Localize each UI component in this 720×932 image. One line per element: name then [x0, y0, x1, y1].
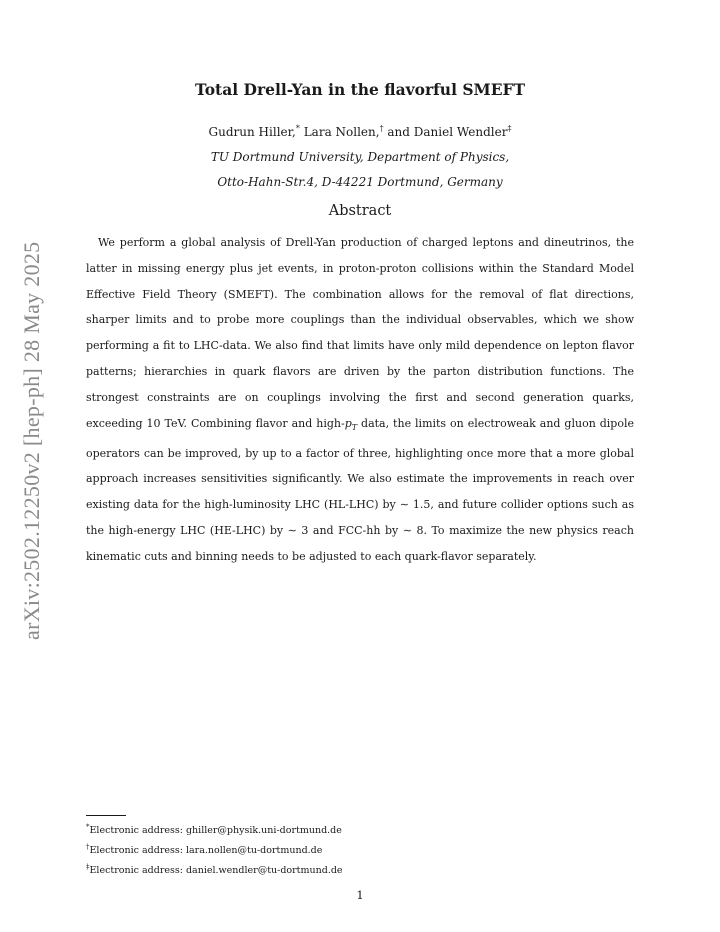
footnote-text: Electronic address: daniel.wendler@tu-dortmund.de: [89, 865, 343, 877]
author-name: and Daniel Wendler: [387, 125, 508, 139]
footnote-item: [86, 859, 646, 879]
author-list: [0, 124, 720, 139]
author-footnote-mark: *: [295, 124, 300, 133]
arxiv-identifier-stamp: arXiv:2502.12250v2 [hep-ph] 28 May 2025: [19, 241, 44, 640]
pt-symbol: p: [344, 416, 352, 430]
footnote-mark: †: [86, 843, 90, 852]
footnote-divider: [86, 815, 126, 816]
footnote-text: Electronic address: lara.nollen@tu-dortmund.de: [89, 845, 323, 857]
footnote-mark: *: [86, 823, 90, 831]
footnote-text: Electronic address: ghiller@physik.uni-dortmund.de: [89, 825, 342, 837]
abstract-text-part: data, the limits on electroweak and gluon dipole operators can be improved, by up to a factor of three, highlighting once more that a more global approach increases sensitivities significantly. We also estimate the improvements in reach over existing data for the high-luminosity LHC (HL-LHC) by ∼ 1.5, and future collider options such as the high-energy LHC (HE-LHC) by ∼ 3 and FCC-hh by ∼ 8. To maximize the new physics reach kinematic cuts and binning needs to be adjusted to each quark-flavor separately.: [86, 416, 634, 563]
author-footnote-mark: †: [379, 124, 384, 133]
pt-subscript: T: [351, 422, 358, 432]
footnote-mark: ‡: [86, 863, 90, 872]
footnote-list: [86, 819, 646, 879]
affiliation-line: TU Dortmund University, Department of Physics,: [210, 150, 510, 164]
page-number: 1: [356, 888, 364, 902]
paper-title: Total Drell-Yan in the flavorful SMEFT: [194, 80, 526, 99]
footnote-item: [86, 819, 646, 839]
author-name: Gudrun Hiller,: [208, 125, 296, 139]
abstract-heading: Abstract: [328, 203, 392, 219]
footnote-item: [86, 839, 646, 859]
abstract-text-part: We perform a global analysis of Drell-Yan production of charged leptons and dineutrinos, the latter in missing energy plus jet events, in proton-proton collisions within the Standard Model Effective Field Theory (SMEFT). The combination allows for the removal of flat directions, sharper limits and to probe more couplings than the individual observables, which we show performing a fit to LHC-data. We also find that limits have only mild dependence on lepton flavor patterns; hierarchies in quark flavors are driven by the parton distribution functions. The strongest constraints are on couplings involving the first and second generation quarks, exceeding 10 TeV. Combining flavor and high-: [86, 236, 634, 430]
affiliation-line: Otto-Hahn-Str.4, D-44221 Dortmund, Germany: [217, 175, 503, 189]
author-footnote-mark: ‡: [507, 124, 512, 133]
abstract-text: [86, 230, 634, 570]
author-name: Lara Nollen,: [303, 125, 380, 139]
